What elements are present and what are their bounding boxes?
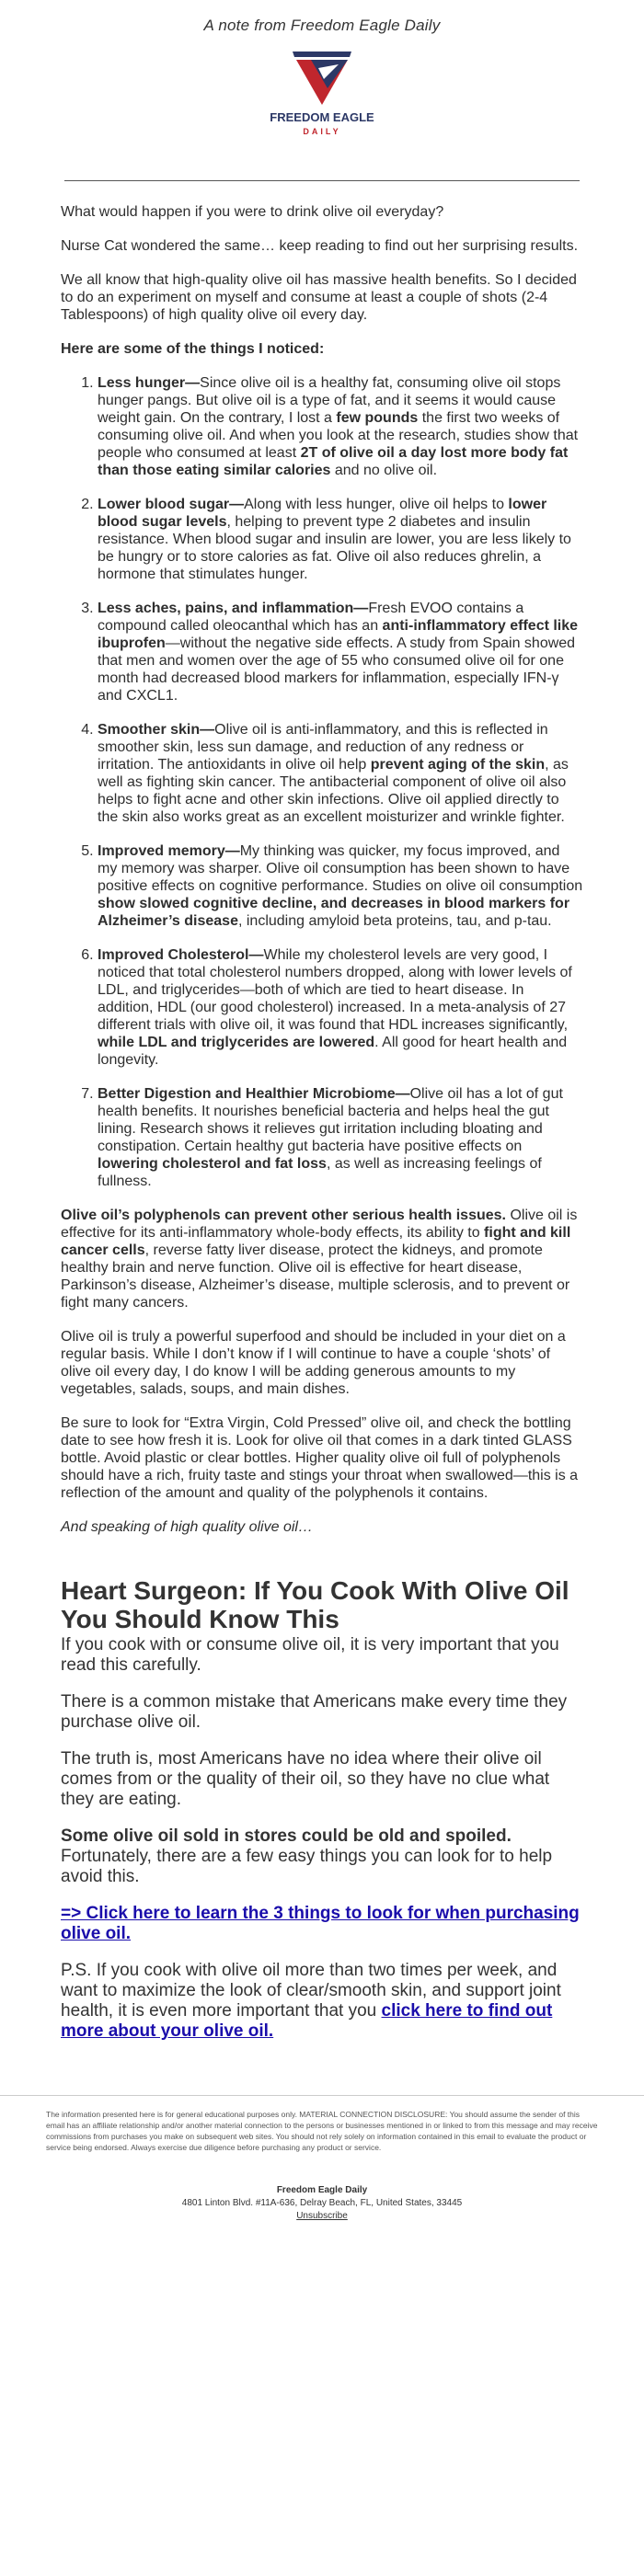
superfood-paragraph: Olive oil is truly a powerful superfood and should be included in your diet on a regular basis. While I don’t know if I will continue to have a couple ‘shots’ of olive oil every day, I do know I will be adding generous amounts to my vegetables, salads, soups, and main dishes.: [61, 1329, 566, 1397]
item-text: , helping to prevent type 2 diabetes and insulin resistance. When blood sugar and insulin are lower, you are less likely to be hungry or to store calories as fat. Olive oil also reduces ghrelin, a hormone that stimulates hunger.: [98, 514, 571, 582]
item-bold: prevent aging of the skin: [370, 757, 546, 773]
find-out-more-link[interactable]: click here to find out more about your olive oil.: [61, 2001, 553, 2041]
footer-address: 4801 Linton Blvd. #11A-636, Delray Beach, FL, United States, 33445: [181, 2198, 463, 2208]
item-text: Fresh EVOO contains a compound called oleocanthal which has an: [98, 601, 524, 634]
list-item: [98, 1085, 583, 1190]
logo-top-text: FREEDOM EAGLE: [270, 110, 374, 124]
item-text: , including amyloid beta proteins, tau, and p-tau.: [237, 913, 552, 929]
item-title: Improved memory—: [98, 843, 240, 859]
email-body: [0, 203, 644, 2042]
ad-headline: Heart Surgeon: If You Cook With Olive Oil You Should Know This: [61, 1576, 569, 1633]
divider: [64, 180, 580, 181]
header-note: A note from Freedom Eagle Daily: [203, 17, 441, 34]
speaking-line: And speaking of high quality olive oil…: [61, 1519, 313, 1535]
disclaimer: The information presented here is for general educational purposes only. MATERIAL CONNECTION DISCLOSURE: You should assume the sender of this email has an affiliate relationship and/or another material connection to the persons or businesses mentioned in or linked to from this message and may receive commissions from purchases you make on subsequent web sites. You should not rely solely on information contained in this email to evaluate the product or service being endorsed. Always exercise due diligence before purchasing any product or service.: [0, 2095, 644, 2153]
ps-paragraph: [61, 1961, 583, 2042]
list-item: [98, 600, 583, 704]
polyphenols-bold: Olive oil’s polyphenols can prevent other serious health issues.: [61, 1208, 506, 1223]
item-title: Better Digestion and Healthier Microbiome—: [98, 1086, 410, 1102]
footer-company-name: Freedom Eagle Daily: [276, 2185, 368, 2195]
item-title: Less hunger—: [98, 375, 201, 391]
item-text: —without the negative side effects. A study from Spain showed that men and women over the age of 55 who consumed olive oil for one month had decreased blood markers for inflammation, especially IFN-γ and CXCL1.: [98, 635, 576, 704]
item-text: Olive oil has a lot of gut health benefits. It nourishes beneficial bacteria and helps heal the gut lining. Research shows it relieves gut irritation including bloating and constipation. Certain healthy gut bacteria have positive effects on: [98, 1086, 563, 1154]
polyphenols-bold-2: fight and kill cancer cells: [61, 1225, 571, 1258]
intro-question: What would happen if you were to drink olive oil everyday?: [61, 204, 444, 220]
list-item: [98, 496, 583, 583]
logo-bottom-text: DAILY: [303, 127, 341, 136]
footer: [0, 2184, 644, 2223]
list-item: [98, 721, 583, 826]
item-text: Olive oil is anti-inflammatory, and this is reflected in smoother skin, less sun damage, and reduction of any redness or irritation. The antioxidants in olive oil help: [98, 722, 548, 773]
ad-p1: If you cook with or consume olive oil, it is very important that you read this carefully.: [61, 1635, 559, 1675]
item-text: and no olive oil.: [330, 463, 438, 478]
item-bold: few pounds: [336, 410, 419, 426]
item-bold: lowering cholesterol and fat loss: [98, 1156, 327, 1172]
polyphenols-text-2: , reverse fatty liver disease, protect the kidneys, and promote healthy brain and nerve function. Olive oil is effective for heart disease, Parkinson’s disease, Alzheimer’s disease, multiple sclerosis, and to prevent or fight many cancers.: [61, 1242, 570, 1311]
ad-link-paragraph: [61, 1904, 583, 1944]
item-bold: lower blood sugar levels: [98, 497, 547, 530]
learn-3-things-link[interactable]: => Click here to learn the 3 things to look for when purchasing olive oil.: [61, 1904, 580, 1943]
item-bold: show slowed cognitive decline, and decreases in blood markers for Alzheimer’s disease: [98, 896, 570, 929]
item-bold: anti-inflammatory effect like ibuprofen: [98, 618, 579, 651]
list-item: [98, 374, 583, 479]
item-text: While my cholesterol levels are very good, I noticed that total cholesterol numbers dropped, along with lower levels of LDL, and triglycerides—both of which are tied to heart disease. In addition, HDL (our good cholesterol) increased. In a meta-analysis of 27 different trials with olive oil, it was found that HDL increases significantly,: [98, 947, 572, 1033]
polyphenols-text: Olive oil is effective for its anti-inflammatory whole-body effects, its ability to: [61, 1208, 578, 1241]
item-text: , as well as increasing feelings of fullness.: [98, 1156, 542, 1189]
list-item: [98, 946, 583, 1069]
item-title: Less aches, pains, and inflammation—: [98, 601, 369, 616]
benefits-list: [61, 374, 583, 1190]
ad-p2: There is a common mistake that Americans make every time they purchase olive oil.: [61, 1692, 568, 1732]
ad-p4-text: Fortunately, there are a few easy things you can look for to help avoid this.: [61, 1847, 553, 1886]
item-text: Along with less hunger, olive oil helps to: [244, 497, 509, 512]
item-text: , as well as fighting skin cancer. The antibacterial component of olive oil also helps to fight acne and other skin infections. Olive oil applied directly to the skin also works great as an excellent moisturizer and wrinkle fighter.: [98, 757, 569, 825]
item-text: Since olive oil is a healthy fat, consuming olive oil stops hunger pangs. But olive oil is a type of fat, and it seems it would cause weight gain. On the contrary, I lost a: [98, 375, 561, 426]
item-text: the first two weeks of consuming olive oil. And when you look at the research, studies show that people who consumed at least: [98, 410, 579, 461]
noticed-heading: Here are some of the things I noticed:: [61, 341, 325, 357]
ad-p3: The truth is, most Americans have no idea where their olive oil comes from or the quality of their oil, so they have no clue what they are eating.: [61, 1749, 550, 1809]
freedom-eagle-logo: [267, 48, 377, 140]
ad-p4-bold: Some olive oil sold in stores could be old and spoiled.: [61, 1826, 512, 1846]
item-text: My thinking was quicker, my focus improved, and my memory was sharper. Olive oil consumption has been shown to have positive effects on cognitive performance. Studies on olive oil consumption: [98, 843, 583, 894]
lookfor-paragraph: Be sure to look for “Extra Virgin, Cold Pressed” olive oil, and check the bottling date to see how fresh it is. Look for olive oil that comes in a dark tinted GLASS bottle. Avoid plastic or clear bottles. Higher quality olive oil full of polyphenols should have a rich, fruity taste and stings your throat when swallowed—this is a reflection of the amount and quality of the polyphenols it contains.: [61, 1415, 579, 1501]
item-title: Improved Cholesterol—: [98, 947, 264, 963]
item-bold: 2T of olive oil a day lost more body fat than those eating similar calories: [98, 445, 569, 478]
item-bold: while LDL and triglycerides are lowered: [98, 1035, 375, 1050]
intro-nurse: Nurse Cat wondered the same… keep reading to find out her surprising results.: [61, 238, 579, 254]
list-item: [98, 842, 583, 930]
eagle-shield-icon: [293, 52, 351, 105]
item-title: Smoother skin—: [98, 722, 215, 738]
item-title: Lower blood sugar—: [98, 497, 245, 512]
ps-text: P.S. If you cook with olive oil more than two times per week, and want to maximize the look of clear/smooth skin, and support joint health, it is even more important that you: [61, 1961, 561, 2021]
ad-p4: [61, 1826, 583, 1887]
unsubscribe-link[interactable]: Unsubscribe: [296, 2211, 348, 2221]
item-text: . All good for heart health and longevity.: [98, 1035, 568, 1068]
polyphenols-paragraph: [61, 1207, 583, 1311]
intro-experiment: We all know that high-quality olive oil has massive health benefits. So I decided to do an experiment on myself and consume at least a couple of shots (2-4 Tablespoons) of high quality olive oil every day.: [61, 272, 577, 323]
